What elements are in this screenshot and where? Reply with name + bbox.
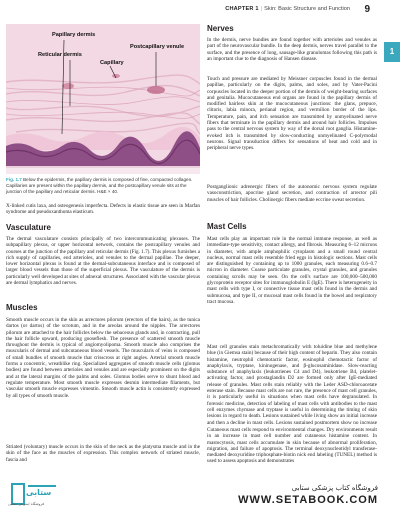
store-url-link[interactable]: WWW.SETABOOK.COM [238,494,378,506]
nerves-heading: Nerves [207,24,234,33]
mast-granules-paragraph: Mast cell granules stain metachromatically with toluidine blue and methylene blue (in Giemsa stain) because of their high content of heparin. They also contain histamine, neutrophil chemotactic factor, eosinophil chemotactic factor of anaphylaxis, tryptase, kininogenase, and β-glucosaminidase. Slow-reacting substance of anaphylaxis (leukotrienes C4 and D4), leukotriene B4, platelet-activating factor, and prostaglandin D2 are formed only after IgE-mediated release of granules. Mast cells stain reliably with the Leder ASD-chloroacetate esterase stain. Because mast cells are not rare, the presence of mast cell granules, it is particularly useful in situations when mast cells have degranulated. In forensic medicine, detection of labeling of mast cells with antibodies to the mast cell enzymes chymase and tryptase is useful in determining the timing of skin lesions in regard to death. Lesions sustained while living show an initial increase and then a decline in mast cells. Lesions sustained postmortem show no increase [207,344,377,426]
vasculature-heading: Vasculature [6,223,51,232]
section-tab: 1 [384,42,400,62]
striated-muscle-paragraph: Striated (voluntary) muscle occurs in the skin of the neck as the platysma muscle and in the skin of the face as the muscles of expression. This complex network of striated muscle, fascia and [6,444,200,463]
muscles-paragraph: Smooth muscle occurs in the skin as arrectores pilorum (erectors of the hairs), as the tunica dartos (or dartos) of the scrotum, and in the areolas around the nipples. The arrectores pilorum are attached to the hair follicles below the sebaceous glands and, in contracting, pull the hair follicle upward, producing gooseflesh. The presence of scattered smooth muscle throughout the dermis is typical of angiomyolipoma. Smooth muscle also comprises the muscularis of dermal and subcutaneous blood vessels. The muscularis of veins is composed of small bundles of smooth muscle that crisscross at right angles. Arterial smooth muscle forms a concentric, wreathlike ring. Specialized aggregates of smooth muscle cells (glomus bodies) are found between arterioles and venules and are especially prominent on the digits and at the lateral margins of the palms and soles. Glomus bodies serve to shunt blood and regulate temperature. Most smooth muscle expresses desmin intermediate filaments, but vascular smooth muscle expresses vimentin. Smooth muscle actin is consistently expressed by all types of smooth muscle. [6,317,200,399]
store-name: فروشگاه کتاب پزشکی ستابی [291,484,378,492]
figure-caption [6,177,200,194]
running-head-text: CHAPTER 1 | Skin: Basic Structure and Function [225,6,350,12]
chapter-label: CHAPTER 1 [225,6,259,12]
footer-band [190,472,400,512]
chapter-title: Skin: Basic Structure and Function [264,6,350,12]
setabook-logo [6,478,64,512]
vasculature-paragraph: The dermal vasculature consists principally of two intercommunicating plexuses. The subpapillary plexus, or upper horizontal network, contains the postcapillary venules and courses at the junction of the papillary and reticular dermis (Fig. 1.7). This plexus furnishes a rich supply of capillaries, end arterioles, and venules to the dermal papillae. The deeper, lower horizontal plexus is found at the dermal-subcutaneous interface and is composed of larger blood vessels than those of the superficial plexus. The vasculature of the dermis is particularly well developed at sites of adnexal structures. Associated with the vascular plexus are dermal lymphatics and nerves. [6,236,200,287]
figure-number: Fig. 1.7 [6,177,22,182]
label-reticular-dermis: Reticular dermis [38,52,82,58]
autonomic-paragraph: Postganglionic adrenergic fibers of the autonomic nervous system regulate vasoconstriction, apocrine gland secretion, and contraction of arrector pili muscles of hair follicles. Cholinergic fibers mediate eccrine sweat secretion. [207,184,377,203]
muscles-heading: Muscles [6,303,38,312]
logo-subtitle: فروشگاه اینترنتی ستابی [8,502,45,506]
intro-paragraph: X-linked cutis laxa, and osteogenesis imperfecta. Defects in elastic tissue are seen in Marfan syndrome and pseudoxanthoma elasticum. [6,203,200,216]
mast-environment-paragraph: Cutaneous mast cells respond to environmental changes. Dry environments result in an increase in mast cell number and cutaneous histamine content. In mastocytosis, mast cells accumulate in skin because of abnormal proliferation, migration, and failure of apoptosis. The terminal deoxynucleotidyl transferase-mediated deoxyuridine triphosphate-biotin nick end labeling (TUNEL) method is used to assess apoptosis and demonstrates [207,427,377,465]
nerves-paragraph: In the dermis, nerve bundles are found together with arterioles and venules as part of the neurovascular bundle. In the deep dermis, nerves travel parallel to the surface, and the presence of long, sausage-like granulomas following this path is an important clue to the diagnosis of Hansen disease. [207,37,377,62]
logo-wordmark: ستابی [26,488,52,497]
label-postcapillary-venule: Postcapillary venule [130,44,185,50]
histology-figure [6,24,200,174]
label-papillary-dermis: Papillary dermis [52,32,96,38]
page-number: 9 [364,4,370,15]
mast-cells-paragraph: Mast cells play an important role in the normal immune response, as well as immediate-type sensitivity, contact allergy, and fibrosis. Measuring 6–12 microns in diameter, with ample amphophilic cytoplasm and a small round central nucleus, normal mast cells resemble fried eggs in histologic sections. Mast cells are distinguished by containing up to 1000 granules, each measuring 0.6–0.7 micron in diameter. Coarse particulate granules, crystal granules, and granules containing scrolls may be seen. On the cell's surface are 100,000–500,000 glycoprotein receptor sites for immunoglobulin E (IgE). There is heterogeneity in mast cells with type I, or connective tissue mast cells found in the dermis and submucosa, and type II, or mucosal mast cells found in the bowel and respiratory tract mucosa. [207,236,377,305]
label-capillary: Capillary [100,60,124,66]
figure-caption-text: Below the epidermis, the papillary dermis is composed of fine, compacted collagen. Capillaries are present within the papillary dermis, and the postcapillary venule sits at the junction of the papillary and reticular dermis. H&E × 40. [6,177,193,194]
running-header [6,4,384,18]
touch-paragraph: Touch and pressure are mediated by Meissner corpuscles found in the dermal papillae, particularly on the digits, palms, and soles, and by Vater-Pacini corpuscles located in the deeper portion of the dermis of weight-bearing surfaces and genitalia. Mucocutaneous end organs are found in the papillary dermis of modified hairless skin at the mucocutaneous junctions: the glans, prepuce, clitoris, labia minora, perianal region, and vermilion border of the lips. Temperature, pain, and itch sensation are transmitted by unmyelinated nerve fibers that terminate in the papillary dermis and around hair follicles. Impulses pass to the central nervous system by way of the dorsal root ganglia. Histamine-evoked itch is transmitted by slow-conducting unmyelinated C-polymodal neurons. Signal transduction differs for sensations of heat and cold and in peripheral nerve types. [207,76,377,152]
mast-cells-heading: Mast Cells [207,222,247,231]
